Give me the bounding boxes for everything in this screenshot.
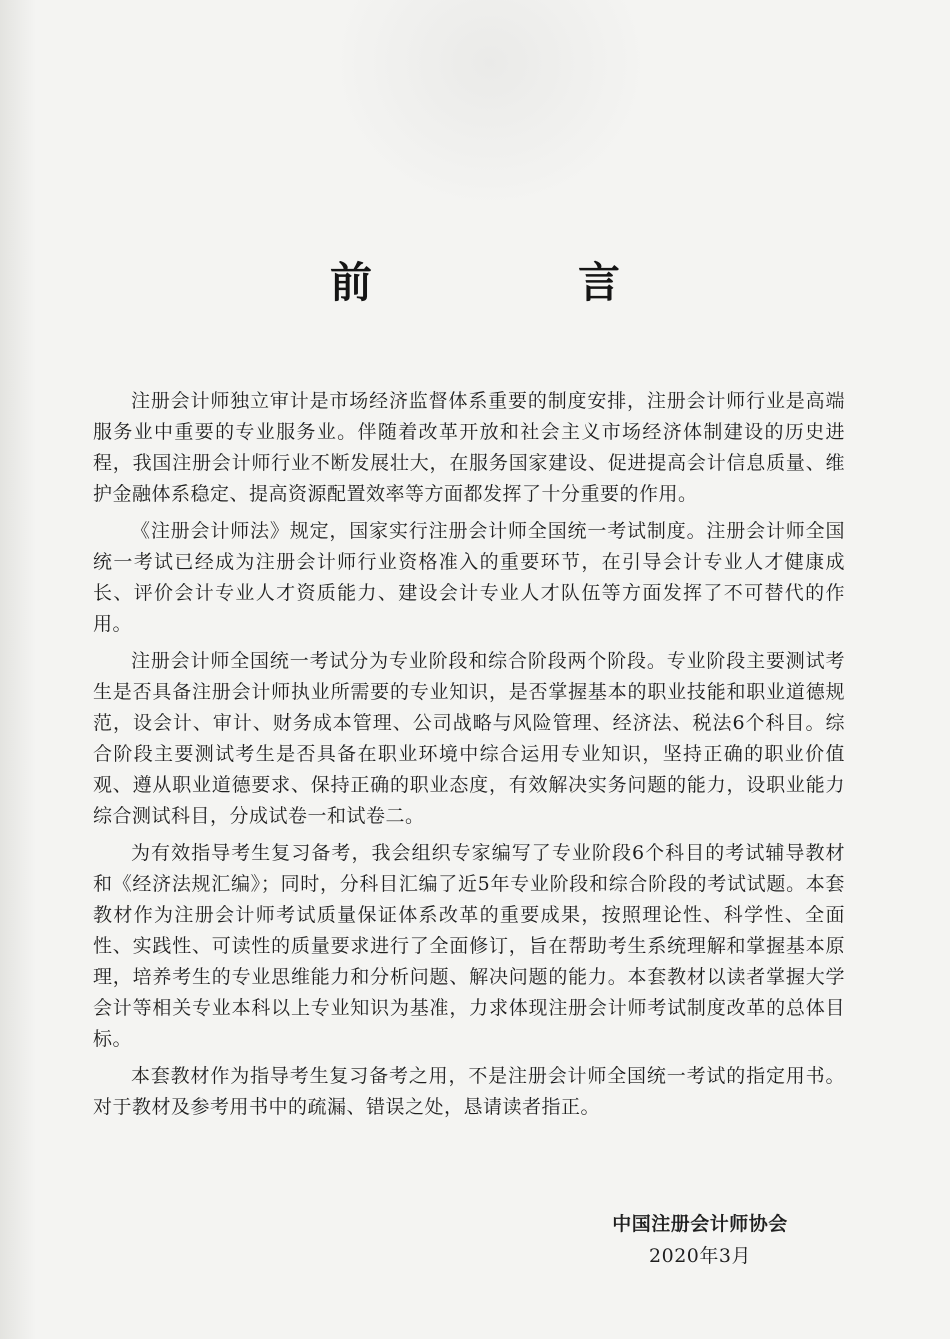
paragraph-5: 本套教材作为指导考生复习备考之用，不是注册会计师全国统一考试的指定用书。对于教材及参考用书中的疏漏、错误之处，恳请读者指正。 — [93, 1065, 845, 1118]
paragraph-3: 注册会计师全国统一考试分为专业阶段和综合阶段两个阶段。专业阶段主要测试考生是否具备注册会计师执业所需要的专业知识，是否掌握基本的职业技能和职业道德规范，设会计、审计、财务成本管理、公司战略与风险管理、经济法、税法6个科目。综合阶段主要测试考生是否具备在职业环境中综合运用专业知识，坚持正确的职业价值观、遵从职业道德要求、保持正确的职业态度，有效解决实务问题的能力，设职业能力综合测试科目，分成试卷一和试卷二。 — [93, 650, 845, 827]
show-through-mark — [330, 0, 650, 210]
page-title: 前 言 — [329, 258, 702, 307]
signature-organization: 中国注册会计师协会 — [612, 1213, 788, 1235]
paragraph-2: 《注册会计师法》规定，国家实行注册会计师全国统一考试制度。注册会计师全国统一考试已经成为注册会计师行业资格准入的重要环节，在引导会计专业人才健康成长、评价会计专业人才资质能力、建设会计专业人才队伍等方面发挥了不可替代的作用。 — [93, 520, 845, 635]
preface-body — [93, 386, 845, 1123]
paragraph-1: 注册会计师独立审计是市场经济监督体系重要的制度安排，注册会计师行业是高端服务业中重要的专业服务业。伴随着改革开放和社会主义市场经济体制建设的历史进程，我国注册会计师行业不断发展壮大，在服务国家建设、促进提高会计信息质量、维护金融体系稳定、提高资源配置效率等方面都发挥了十分重要的作用。 — [93, 390, 845, 505]
paragraph-4: 为有效指导考生复习备考，我会组织专家编写了专业阶段6个科目的考试辅导教材和《经济法规汇编》；同时，分科目汇编了近5年专业阶段和综合阶段的考试试题。本套教材作为注册会计师考试质量保证体系改革的重要成果，按照理论性、科学性、全面性、实践性、可读性的质量要求进行了全面修订，旨在帮助考生系统理解和掌握基本原理，培养考生的专业思维能力和分析问题、解决问题的能力。本套教材以读者掌握大学会计等相关专业本科以上专业知识为基准，力求体现注册会计师考试制度改革的总体目标。 — [93, 842, 845, 1050]
signature-date: 2020年3月 — [649, 1245, 751, 1267]
page-edge-shadow — [0, 0, 36, 1339]
signature-block — [560, 1208, 840, 1272]
